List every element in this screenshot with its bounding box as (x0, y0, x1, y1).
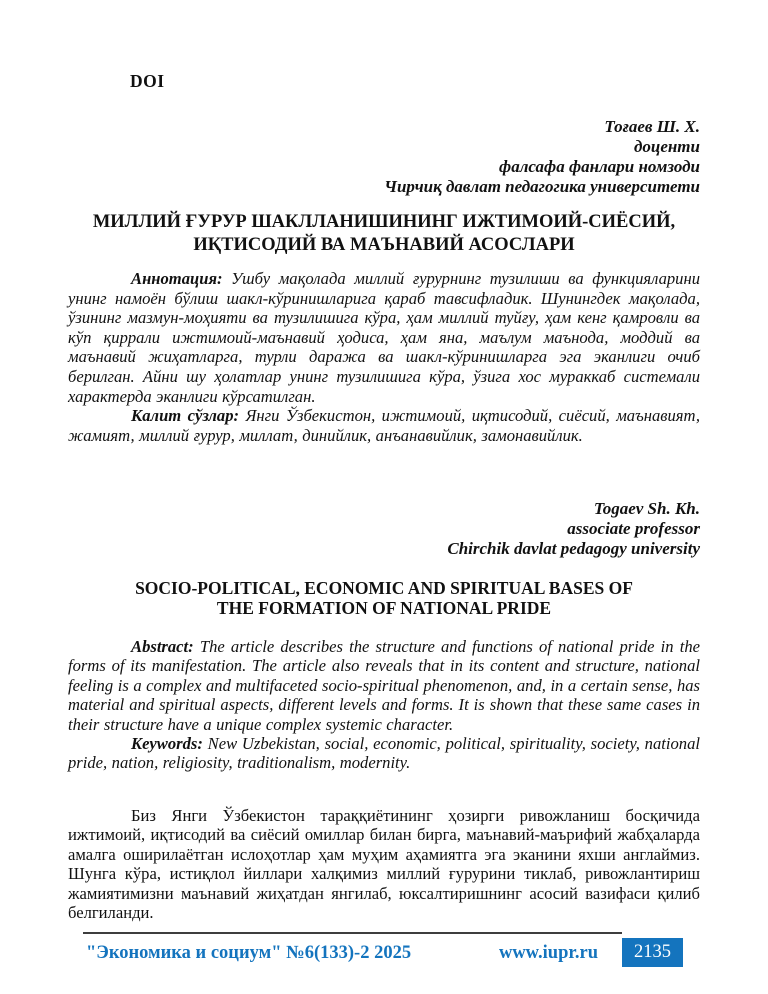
body-paragraph-uz: Биз Янги Ўзбекистон тараққиётининг ҳозирги ривожланиш босқичида ижтимоий, иқтисодий ва сиёсий омиллар билан бирга, маънавий-маърифий жабҳаларда амалга оширилаётган ислоҳотлар ҳам муҳим аҳамиятга эга эканини яхши англаймиз. Шунга кўра, истиқлол йиллари халқимиз миллий ғурурини тиклаб, ривожлантириш жамиятимизни маънавий жиҳатдан янгилаб, юксалтиришнинг асосий вазифаси қилиб белгиланди. (68, 806, 700, 923)
page-footer (83, 932, 683, 967)
article-title-en (68, 578, 700, 618)
keywords-en-paragraph (68, 734, 700, 773)
body-section (68, 806, 700, 922)
footer-journal-title: "Экономика и социум" №6(133)-2 2025 (86, 943, 412, 963)
article-title-uz (68, 211, 700, 256)
annotation-paragraph (68, 269, 700, 406)
author-name-uz: Тоғаев Ш. Х. (604, 117, 700, 136)
doi-label: DOI (130, 71, 165, 91)
annotation-text: Ушбу мақолада миллий ғурурнинг тузилиши ва функцияларини унинг намоён бўлиш шакл-кўринишларига қараб тавсифладик. Шунингдек мақолада, ўзининг мазмун-моҳияти ва тузилишига кўра, ҳам миллий туйғу, ҳам кенг қамровли ва кўп қиррали ижтимоий-маънавий ҳодиса, ҳам яна, маълум маънода, моддий ва маънавий жиҳатларга, турли даража ва шакл-кўринишларга эга эканлиги очиб берилган. Айни шу ҳолатлар унинг тузилишига кўра, ўзига хос мураккаб системали характерда эканлиги кўрсатилган. (68, 269, 700, 406)
annotation-section (68, 269, 700, 445)
abstract-lead: Abstract: (131, 637, 194, 656)
annotation-lead: Аннотация: (131, 269, 223, 288)
author-name-en: Togaev Sh. Kh. (593, 499, 700, 518)
article-title-uz-line2: ИҚТИСОДИЙ ВА МАЪНАВИЙ АСОСЛАРИ (193, 234, 575, 255)
author-rank-uz: доценти (633, 137, 700, 156)
article-title-en-line1: SOCIO-POLITICAL, ECONOMIC AND SPIRITUAL BASES OF (135, 578, 633, 598)
article-title-uz-line1: МИЛЛИЙ ҒУРУР ШАКЛЛАНИШИНИНГ ИЖТИМОИЙ-СИЁСИЙ, (92, 212, 676, 232)
keywords-uz-text: Янги Ўзбекистон, ижтимоий, иқтисодий, сиёсий, маънавият, жамият, миллий ғурур, миллат, динийлик, анъанавийлик, замонавийлик. (68, 406, 701, 445)
abstract-paragraph (68, 637, 700, 734)
author-rank-en: associate professor (567, 519, 700, 538)
keywords-en-text: New Uzbekistan, social, economic, political, spirituality, society, national pride, nation, religiosity, traditionalism, modernity. (68, 734, 700, 773)
author-affiliation-en: Chirchik davlat pedagogy university (447, 539, 700, 558)
keywords-uz-lead: Калит сўзлар: (131, 406, 240, 426)
keywords-en-lead: Keywords: (131, 734, 203, 754)
abstract-section (68, 637, 700, 773)
article-title-en-line2: THE FORMATION OF NATIONAL PRIDE (216, 598, 552, 618)
footer-journal-bar (83, 932, 622, 964)
author-affiliation-uz: Чирчиқ давлат педагогика университети (384, 177, 700, 196)
author-block-en (68, 499, 700, 559)
footer-website-link: www.iupr.ru (498, 943, 598, 963)
abstract-text: The article describes the structure and functions of national pride in the forms of its manifestation. The article also reveals that in its content and structure, national feeling is a complex and multifaceted socio-spiritual phenomenon, and, in a certain sense, has material and spiritual aspects, different levels and forms. It is shown that these same cases in their structure have a unique complex systemic character. (68, 637, 700, 734)
author-degree-uz: фалсафа фанлари номзоди (499, 157, 700, 176)
keywords-uz-paragraph (68, 406, 700, 445)
page-number-badge: 2135 (622, 938, 683, 967)
author-block-uz (68, 117, 700, 197)
